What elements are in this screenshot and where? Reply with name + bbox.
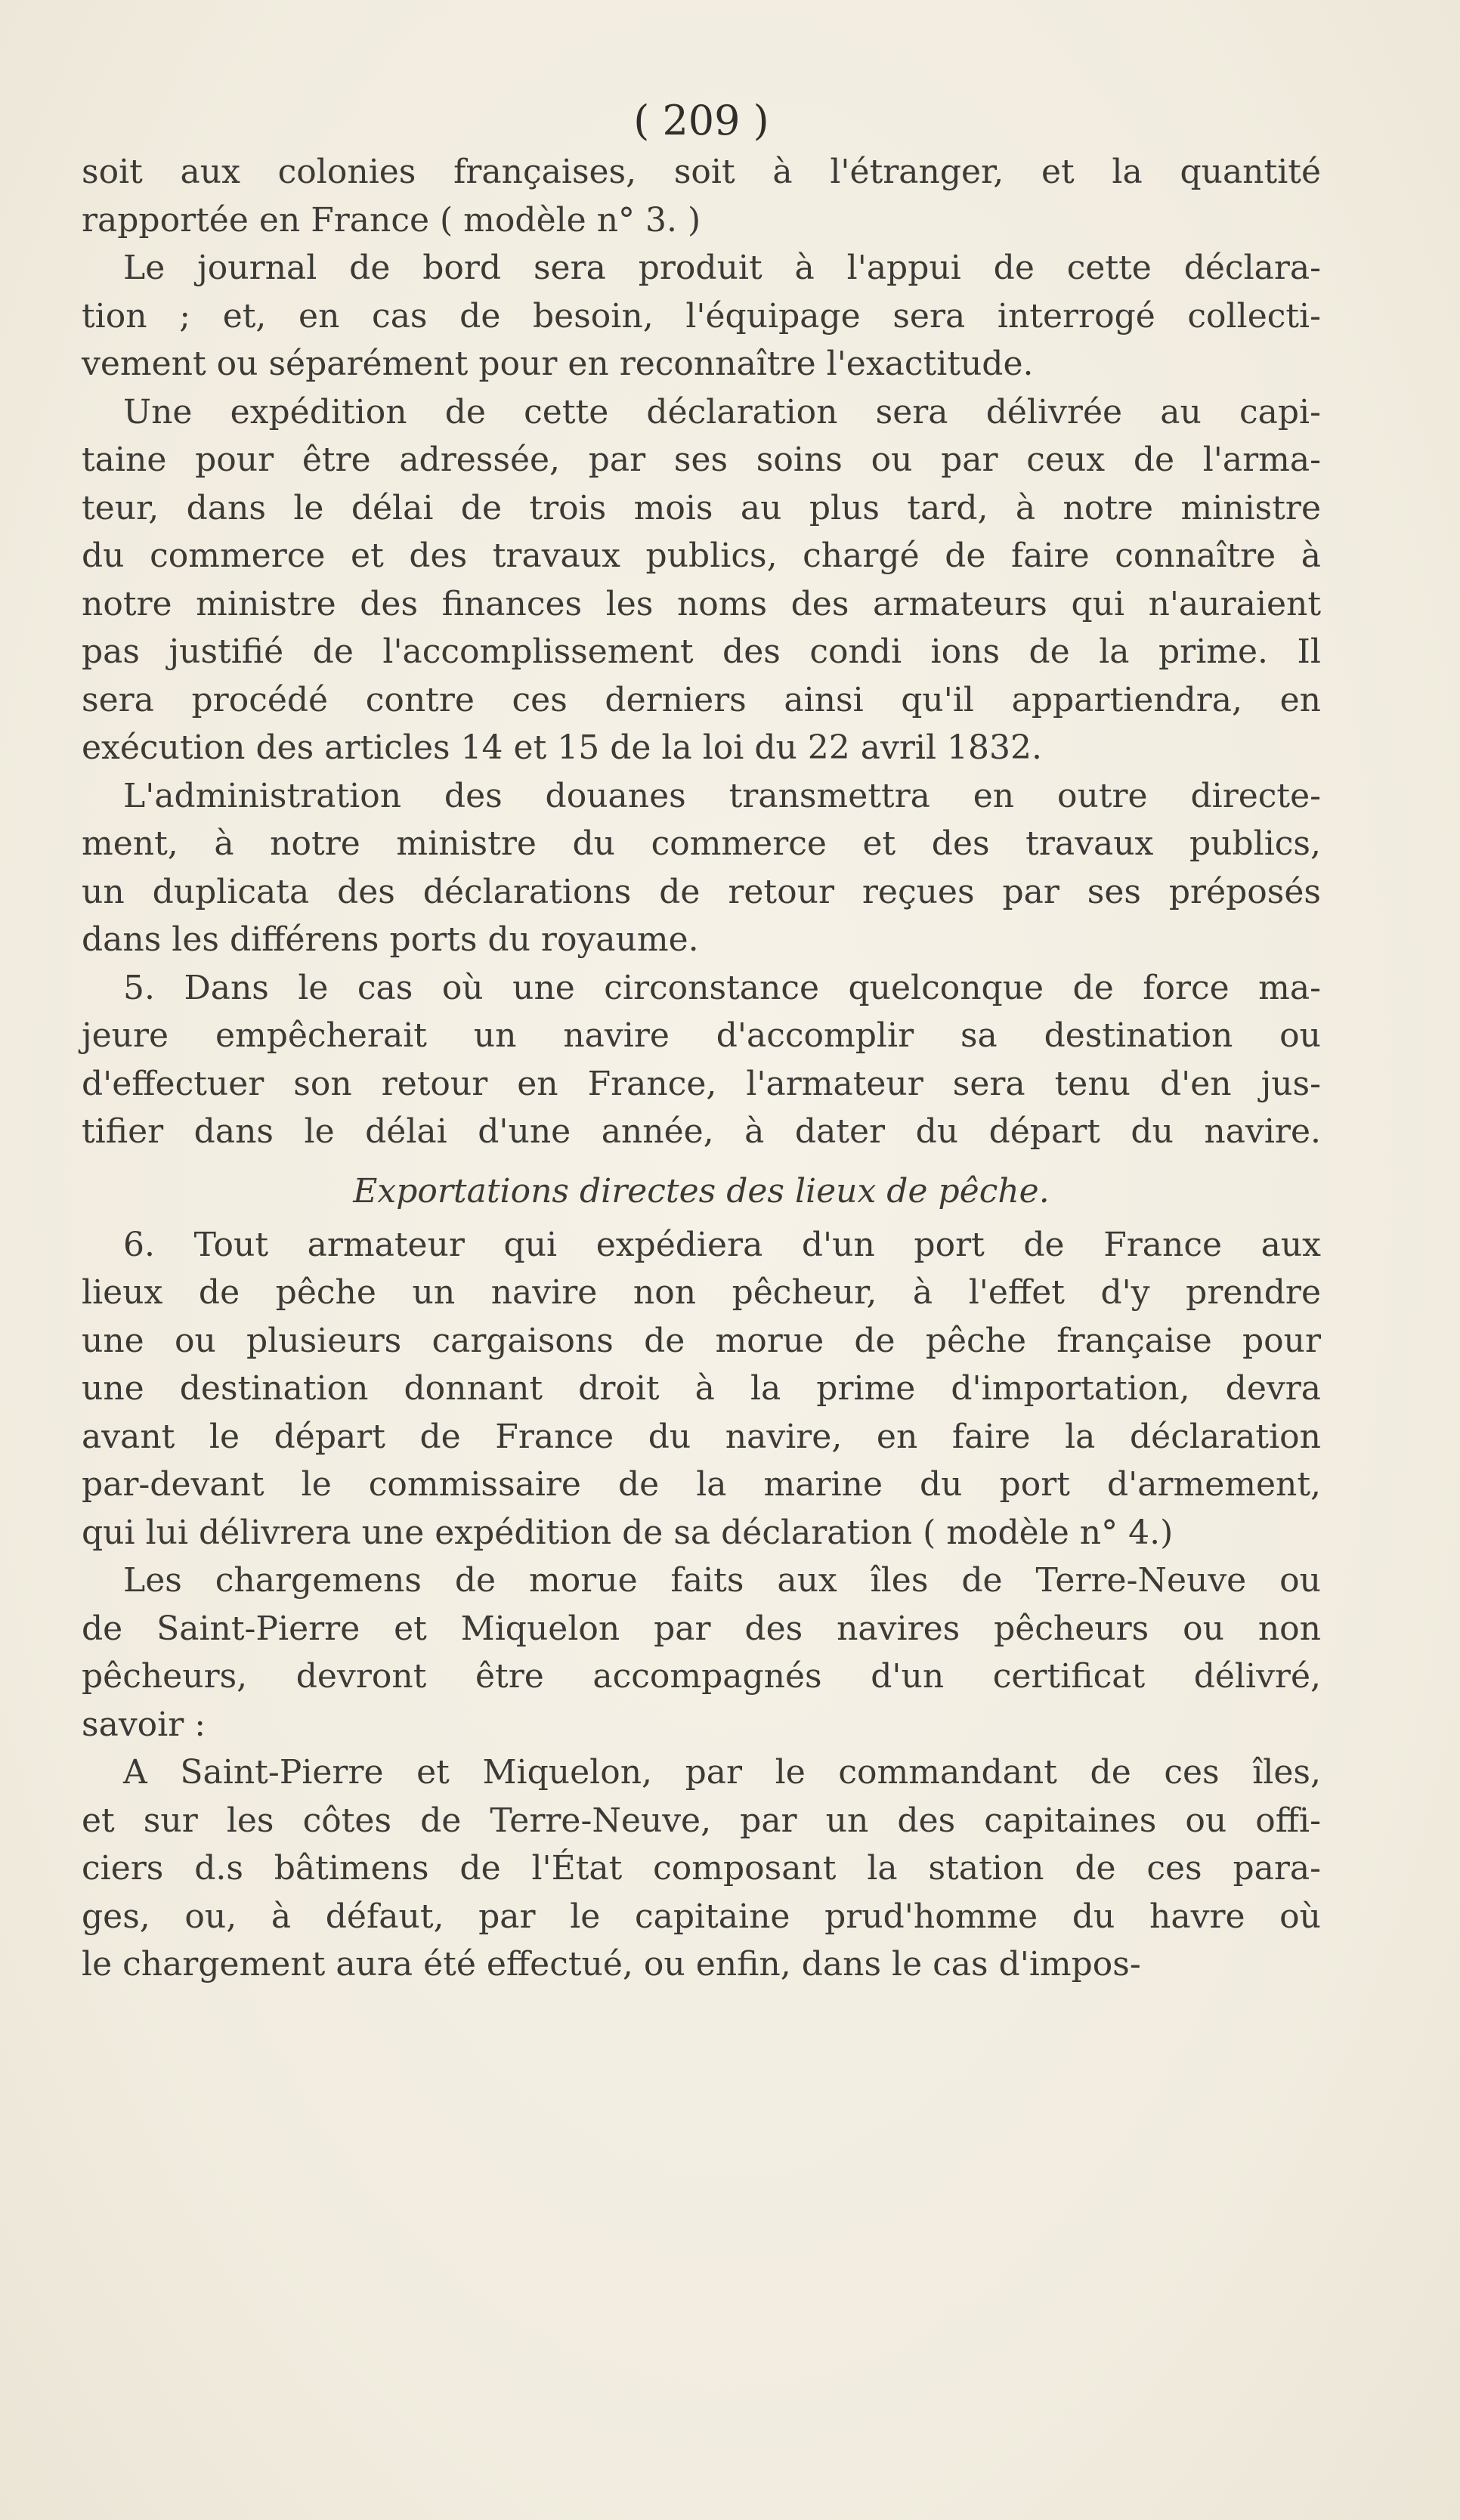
text-line: tion ; et, en cas de besoin, l'équipage sera interrogé collecti- xyxy=(82,296,1321,335)
text-line: sera procédé contre ces derniers ainsi qu'il appartiendra, en xyxy=(82,680,1321,719)
text-line: le chargement aura été effectué, ou enfin, dans le cas d'impos- xyxy=(82,1945,1141,1984)
text-line: avant le départ de France du navire, en faire la déclaration xyxy=(82,1417,1321,1456)
text-line: jeure empêcherait un navire d'accomplir sa destination ou xyxy=(82,1016,1321,1055)
paragraph-5 xyxy=(82,964,1321,1156)
text-line: pêcheurs, devront être accompagnés d'un certificat délivré, xyxy=(82,1657,1321,1696)
text-line: 5. Dans le cas où une circonstance quelconque de force ma- xyxy=(123,968,1321,1007)
text-line: du commerce et des travaux publics, chargé de faire connaître à xyxy=(82,536,1321,575)
text-line: pas justifié de l'accomplissement des condi ions de la prime. Il xyxy=(82,632,1321,671)
text-line: A Saint-Pierre et Miquelon, par le commandant de ces îles, xyxy=(123,1753,1321,1792)
page-number: ( 209 ) xyxy=(633,97,769,144)
text-line: par-devant le commissaire de la marine du port d'armement, xyxy=(82,1465,1321,1504)
text-line: L'administration des douanes transmettra en outre directe- xyxy=(123,776,1321,815)
paragraph-7 xyxy=(82,1557,1321,1749)
text-line: taine pour être adressée, par ses soins ou par ceux de l'arma- xyxy=(82,441,1321,479)
text-line: une destination donnant droit à la prime d'importation, devra xyxy=(82,1369,1321,1408)
text-line: teur, dans le délai de trois mois au plus tard, à notre ministre xyxy=(82,488,1321,527)
paragraph-1 xyxy=(82,148,1321,244)
text-line: vement ou séparément pour en reconnaître l'exactitude. xyxy=(82,345,1034,383)
paragraph-8 xyxy=(82,1749,1321,1989)
paragraph-4 xyxy=(82,772,1321,964)
text-line: de Saint-Pierre et Miquelon par des navires pêcheurs ou non xyxy=(82,1609,1321,1648)
section-heading: Exportations directes des lieux de pêche. xyxy=(353,1171,1050,1211)
paragraph-2 xyxy=(82,244,1321,388)
text-line: Les chargemens de morue faits aux îles de Terre-Neuve ou xyxy=(123,1561,1321,1600)
text-line: une ou plusieurs cargaisons de morue de pêche française pour xyxy=(82,1321,1321,1360)
text-block xyxy=(82,98,1321,1989)
text-line: dans les différens ports du royaume. xyxy=(82,920,699,959)
text-line: Le journal de bord sera produit à l'appui de cette déclara- xyxy=(123,249,1321,287)
text-line: lieux de pêche un navire non pêcheur, à l'effet d'y prendre xyxy=(82,1273,1321,1312)
text-line: et sur les côtes de Terre-Neuve, par un des capitaines ou offi- xyxy=(82,1801,1321,1840)
text-line: ges, ou, à défaut, par le capitaine prud'homme du havre où xyxy=(82,1897,1321,1936)
text-line: soit aux colonies françaises, soit à l'étranger, et la quantité xyxy=(82,153,1321,191)
text-line: ciers d.s bâtimens de l'État composant la station de ces para- xyxy=(82,1849,1321,1888)
text-line: un duplicata des déclarations de retour reçues par ses préposés xyxy=(82,872,1321,911)
text-line: notre ministre des finances les noms des armateurs qui n'auraient xyxy=(82,584,1321,623)
text-line: Une expédition de cette déclaration sera délivrée au capi- xyxy=(123,392,1321,431)
text-line: exécution des articles 14 et 15 de la loi du 22 avril 1832. xyxy=(82,728,1042,767)
text-line: d'effectuer son retour en France, l'armateur sera tenu d'en jus- xyxy=(82,1064,1321,1103)
text-line: rapportée en France ( modèle n° 3. ) xyxy=(82,200,701,240)
text-line: ment, à notre ministre du commerce et des travaux publics, xyxy=(82,824,1321,863)
text-line: tifier dans le délai d'une année, à dater du départ du navire. xyxy=(82,1112,1321,1151)
paragraph-6 xyxy=(82,1221,1321,1557)
text-line: 6. Tout armateur qui expédiera d'un port de France aux xyxy=(123,1225,1321,1264)
paragraph-3 xyxy=(82,388,1321,772)
text-line: savoir : xyxy=(82,1705,206,1744)
text-line: qui lui délivrera une expédition de sa déclaration ( modèle n° 4.) xyxy=(82,1513,1174,1552)
